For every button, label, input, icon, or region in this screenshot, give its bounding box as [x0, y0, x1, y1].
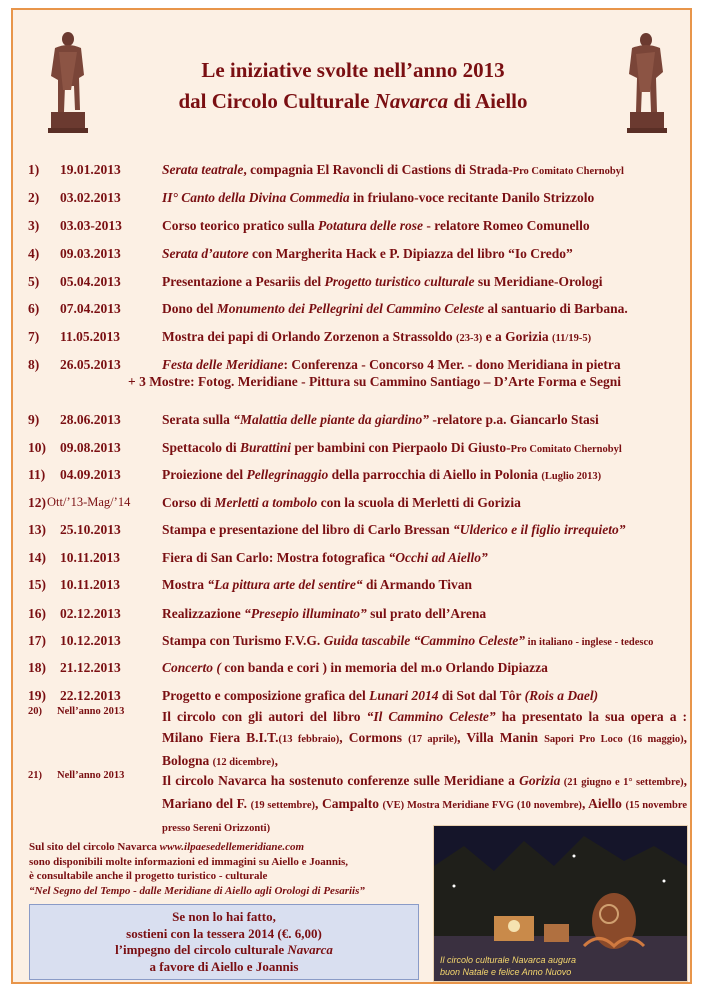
- text-segment: al santuario di Barbana.: [484, 301, 628, 316]
- text-segment: Realizzazione: [162, 606, 245, 621]
- event-date: 11.05.2013: [60, 329, 121, 344]
- event-date: Ott/’13-Mag/’14: [47, 495, 131, 509]
- text-segment: (11/19-5): [552, 333, 592, 344]
- text-segment: Gorizia: [519, 773, 561, 788]
- event-number: 9): [28, 412, 40, 427]
- event-date: 10.11.2013: [60, 550, 121, 565]
- event-date: 02.12.2013: [60, 606, 121, 621]
- text-segment: su Meridiane-Orologi: [474, 274, 603, 289]
- event-number: 16): [28, 606, 46, 621]
- event-number: 3): [28, 218, 40, 233]
- poster-page: [11, 8, 692, 984]
- event-number: 6): [28, 301, 40, 316]
- event-description: [162, 329, 591, 345]
- event-description: [162, 606, 486, 622]
- event-number: 2): [28, 190, 40, 205]
- event-number: 7): [28, 329, 40, 344]
- text-segment: Concerto (: [162, 660, 221, 675]
- text-segment: II° Canto della Divina Commedia: [162, 190, 350, 205]
- photo-caption-line2: buon Natale e felice Anno Nuovo: [440, 967, 572, 977]
- event-description: [162, 706, 687, 773]
- event-description: [162, 688, 598, 704]
- text-segment: con Margherita Hack e P. Dipiazza del libro “Io Credo”: [248, 246, 573, 261]
- event-description: [162, 357, 621, 373]
- event-date: 09.08.2013: [60, 440, 121, 455]
- christmas-photo: [433, 825, 688, 982]
- text-segment: Mostra Meridiane FVG (10 novembre): [404, 800, 582, 811]
- event-number: 12): [28, 495, 46, 510]
- text-segment: Presentazione a Pesariis del: [162, 274, 325, 289]
- text-segment: “Occhi ad Aiello”: [388, 550, 488, 565]
- text-segment: Merletti a tombolo: [214, 495, 318, 510]
- event-date: 19.01.2013: [60, 162, 121, 177]
- text-segment: Progetto turistico culturale: [324, 274, 475, 289]
- text-segment: (21 giugno e 1° settembre): [560, 777, 684, 788]
- text-segment: : Conferenza - Concorso 4 Mer. - dono Meridiana in pietra: [283, 357, 621, 372]
- event-8-continuation: + 3 Mostre: Fotog. Meridiane - Pittura su Cammino Santiago – D’Arte Forma e Segni: [128, 374, 621, 389]
- text-segment: , Mariano del F.: [162, 773, 687, 811]
- event-description: [162, 522, 626, 538]
- text-segment: Lunari 2014: [369, 688, 439, 703]
- text-segment: , Campalto: [315, 796, 383, 811]
- statue-right-image: [620, 30, 672, 134]
- event-number: 14): [28, 550, 46, 565]
- text-segment: Proiezione del: [162, 467, 247, 482]
- event-number: 15): [28, 577, 46, 592]
- event-number: 5): [28, 274, 40, 289]
- text-segment: , Villa Manin: [457, 730, 545, 745]
- event-number: 1): [28, 162, 40, 177]
- text-segment: per bambini con Pierpaolo Di Giusto-: [291, 440, 511, 455]
- text-segment: (17 aprile): [408, 734, 458, 745]
- text-segment: Stampa con Turismo F.V.G.: [162, 633, 324, 648]
- event-date: 03.02.2013: [60, 190, 121, 205]
- event-number: 11): [28, 467, 46, 482]
- event-date: 21.12.2013: [60, 660, 121, 675]
- event-number: 10): [28, 440, 46, 455]
- text-segment: Burattini: [240, 440, 292, 455]
- text-segment: in friulano-voce recitante Danilo Strizzolo: [349, 190, 595, 205]
- event-description: [162, 495, 521, 511]
- text-segment: , Bologna: [162, 730, 688, 768]
- event-description: [162, 412, 599, 428]
- event-date: 03.03-2013: [60, 218, 122, 233]
- event-date: 10.12.2013: [60, 633, 121, 648]
- event-description: [162, 162, 624, 178]
- text-segment: Pro Comitato Chernobyl: [512, 166, 624, 177]
- event-number: 19): [28, 688, 46, 703]
- text-segment: Sapori Pro Loco (16 maggio): [544, 734, 684, 745]
- event-date: 07.04.2013: [60, 301, 121, 316]
- photo-caption-line1: Il circolo culturale Navarca augura: [440, 955, 577, 965]
- text-segment: Dono del: [162, 301, 217, 316]
- text-segment: “Malattia delle piante da giardino”: [233, 412, 430, 427]
- event-description: [162, 467, 601, 483]
- text-segment: (Rois a Dael): [524, 688, 599, 703]
- text-segment: con la scuola di Merletti di Gorizia: [317, 495, 521, 510]
- text-segment: Corso di: [162, 495, 215, 510]
- text-segment: -relatore p.a. Giancarlo Stasi: [429, 412, 599, 427]
- text-segment: “Il Cammino Celeste”: [366, 709, 496, 724]
- text-segment: sul prato dell’Arena: [366, 606, 487, 621]
- event-description: [162, 218, 590, 234]
- event-description: [162, 440, 622, 456]
- text-segment: “Ulderico e il figlio irrequieto”: [453, 522, 626, 537]
- text-segment: (15 novembre presso Sereni Orizzonti): [162, 800, 687, 834]
- text-segment: di Sot dal Tôr: [438, 688, 525, 703]
- text-segment: e a Gorizia: [482, 329, 553, 344]
- text-segment: della parrocchia di Aiello in Polonia: [328, 467, 542, 482]
- text-segment: Spettacolo di: [162, 440, 241, 455]
- text-segment: Progetto e composizione grafica del: [162, 688, 370, 703]
- statue-left-image: [41, 30, 93, 134]
- event-date: 04.09.2013: [60, 467, 121, 482]
- text-segment: Festa delle Meridiane: [162, 357, 284, 372]
- text-segment: Fiera di San Carlo: Mostra fotografica: [162, 550, 389, 565]
- info-text: Sul sito del circolo Navarca www.ilpaesedellemeridiane.com sono disponibili molte informazioni ed immagini su Aiello e Joannis, è consultabile anche il progetto turistico - culturale “Nel Segno del Tempo - dalle Meridiane di Aiello agli Orologi di Pesariis”: [29, 841, 365, 897]
- website-link[interactable]: www.ilpaesedellemeridiane.com: [159, 841, 305, 853]
- event-number: 18): [28, 660, 46, 675]
- event-date: 26.05.2013: [60, 357, 121, 372]
- event-number: 4): [28, 246, 40, 261]
- text-segment: Serata teatrale: [162, 162, 244, 177]
- event-description: [162, 274, 602, 290]
- text-segment: Serata sulla: [162, 412, 234, 427]
- text-segment: Il circolo Navarca ha sostenuto conferenze sulle Meridiane a: [162, 773, 520, 788]
- event-number: 17): [28, 633, 46, 648]
- event-number: 20): [28, 706, 42, 717]
- event-date: Nell’anno 2013: [57, 706, 125, 717]
- text-segment: , Cormons: [339, 730, 409, 745]
- text-segment: Pro Comitato Chernobyl: [510, 444, 622, 455]
- text-segment: (19 settembre): [250, 800, 316, 811]
- text-segment: Mostra dei papi di Orlando Zorzenon a Strassoldo: [162, 329, 457, 344]
- text-segment: Potatura delle rose: [317, 218, 423, 233]
- text-segment: , compagnia El Ravoncli di Castions di Strada-: [243, 162, 513, 177]
- event-date: Nell’anno 2013: [57, 770, 125, 781]
- text-segment: Il circolo con gli autori del libro: [162, 709, 367, 724]
- event-description: [162, 550, 488, 566]
- text-segment: ha presentato la sua opera a : Milano Fiera B.I.T.: [162, 709, 687, 745]
- event-description: [162, 246, 573, 262]
- event-date: 22.12.2013: [60, 688, 121, 703]
- event-number: 21): [28, 770, 42, 781]
- text-segment: - relatore Romeo Comunello: [422, 218, 590, 233]
- event-description: [162, 633, 653, 649]
- event-number: 13): [28, 522, 46, 537]
- text-segment: (VE): [382, 800, 405, 811]
- text-segment: (12 dicembre): [212, 757, 275, 768]
- event-description: [162, 190, 594, 206]
- text-segment: Guida tascabile “Cammino Celeste”: [323, 633, 526, 648]
- text-segment: (Luglio 2013): [541, 471, 602, 482]
- event-date: 28.06.2013: [60, 412, 121, 427]
- page-subtitle: dal Circolo Culturale Navarca di Aiello: [178, 89, 528, 113]
- text-segment: (23-3): [456, 333, 483, 344]
- text-segment: “Presepio illuminato”: [244, 606, 367, 621]
- event-description: [162, 577, 472, 593]
- event-date: 09.03.2013: [60, 246, 121, 261]
- text-segment: , Aiello: [581, 796, 626, 811]
- event-description: [162, 660, 548, 676]
- text-segment: di Armando Tivan: [362, 577, 473, 592]
- event-date: 25.10.2013: [60, 522, 121, 537]
- event-date: 05.04.2013: [60, 274, 121, 289]
- page-title: Le iniziative svolte nell’anno 2013: [201, 58, 505, 82]
- text-segment: Mostra: [162, 577, 208, 592]
- text-segment: (13 febbraio): [278, 734, 340, 745]
- text-segment: Monumento dei Pellegrini del Cammino Celeste: [216, 301, 485, 316]
- text-segment: ,: [274, 753, 278, 768]
- text-segment: con banda e cori ) in memoria del m.o Orlando Dipiazza: [220, 660, 548, 675]
- membership-box: Se non lo hai fatto, sostieni con la tessera 2014 (€. 6,00) l’impegno del circolo culturale Navarca a favore di Aiello e Joannis: [29, 904, 419, 980]
- text-segment: Corso teorico pratico sulla: [162, 218, 318, 233]
- event-description: [162, 301, 628, 317]
- text-segment: in italiano - inglese - tedesco: [525, 637, 654, 648]
- event-date: 10.11.2013: [60, 577, 121, 592]
- text-segment: Pellegrinaggio: [246, 467, 329, 482]
- text-segment: Stampa e presentazione del libro di Carlo Bressan: [162, 522, 454, 537]
- text-segment: “La pittura arte del sentire“: [207, 577, 363, 592]
- text-segment: Serata d’autore: [162, 246, 249, 261]
- event-number: 8): [28, 357, 40, 372]
